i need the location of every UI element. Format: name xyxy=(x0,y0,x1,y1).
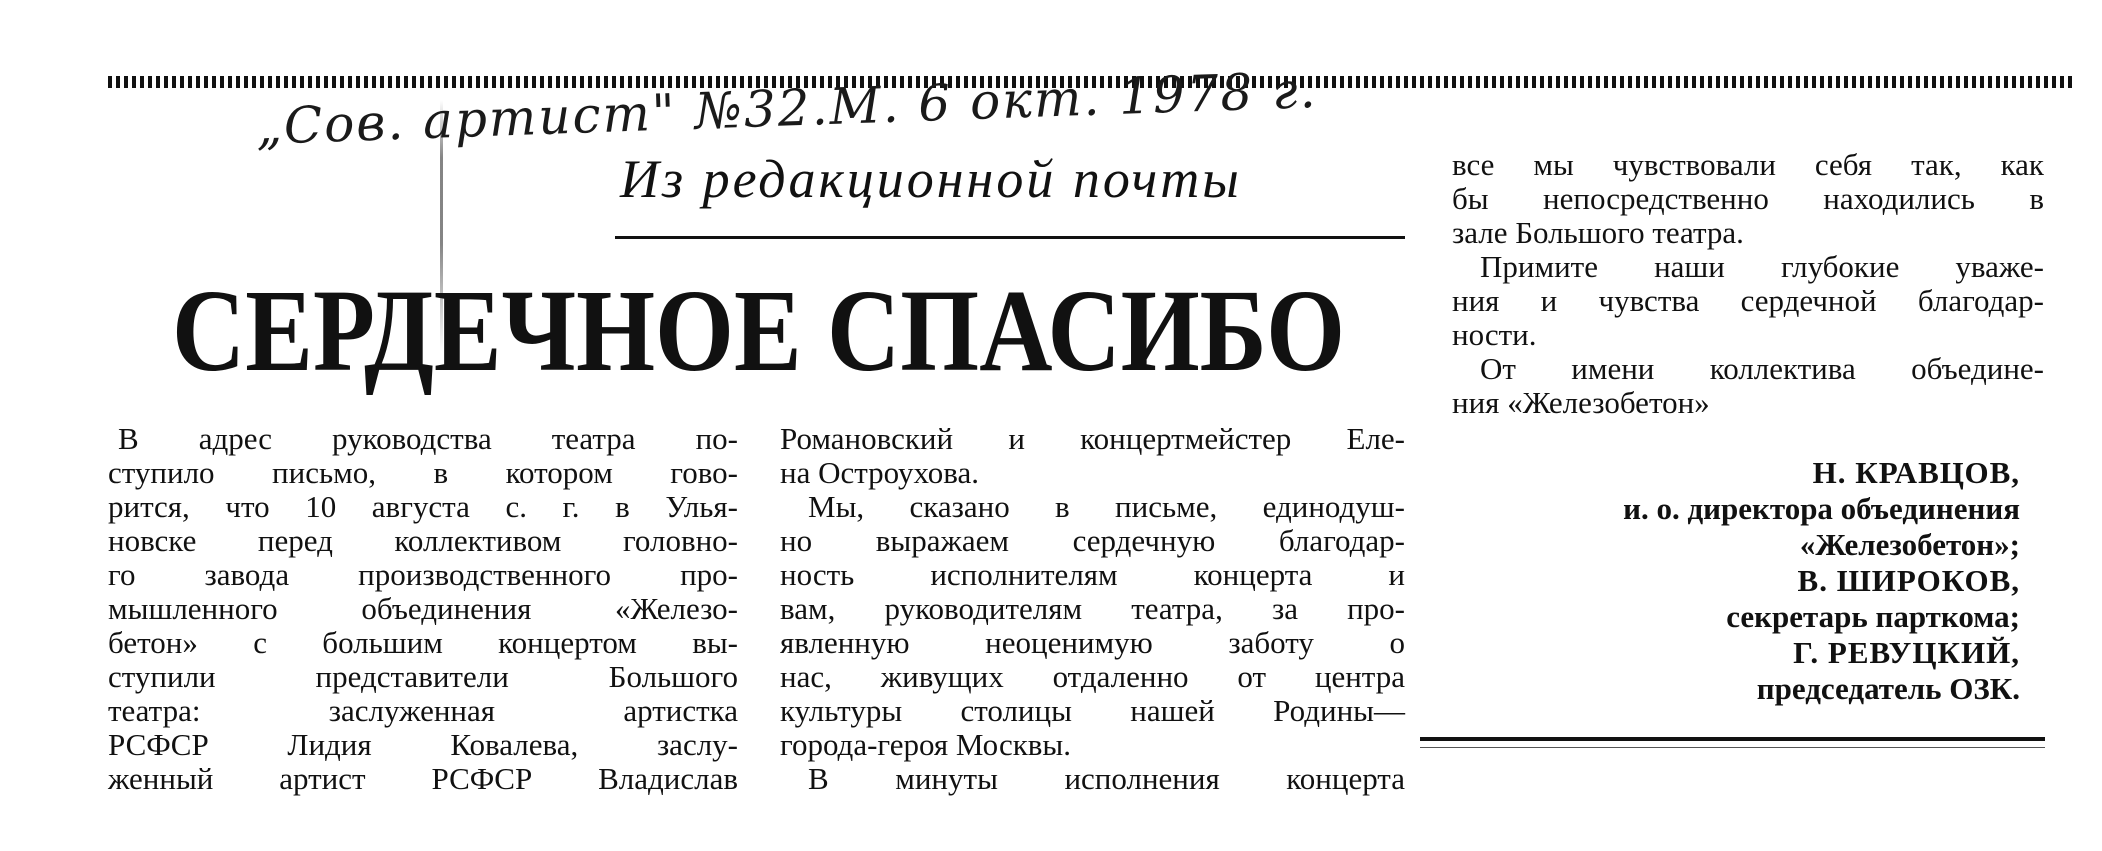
signatory-position-3: председатель ОЗК. xyxy=(1756,671,2020,706)
article-column-3 xyxy=(1452,148,2044,420)
text-line: Мы, сказано в письме, единодуш- xyxy=(808,489,1405,524)
text-line: ности. xyxy=(1452,317,1537,352)
text-line: ступило письмо, в котором гово- xyxy=(108,455,738,490)
text-line: Романовский и концертмейстер Еле- xyxy=(780,421,1405,456)
text-line: Примите наши глубокие уваже- xyxy=(1480,249,2044,284)
signatory-position-1b: «Железобетон»; xyxy=(1799,527,2020,562)
signatory-position-2: секретарь парткома; xyxy=(1726,599,2020,634)
text-line: мышленного объединения «Железо- xyxy=(108,591,738,626)
signatory-position-1a: и. о. директора объединения xyxy=(1623,491,2020,526)
rubric-title: Из редакционной почты xyxy=(620,149,1242,209)
article-column-2 xyxy=(780,422,1405,796)
text-line: ность исполнителям концерта и xyxy=(780,557,1405,592)
closing-rule xyxy=(1420,737,2045,741)
text-line: РСФСР Лидия Ковалева, заслу- xyxy=(108,727,738,762)
article-headline: СЕРДЕЧНОЕ СПАСИБО xyxy=(172,265,1346,396)
text-line: но выражаем сердечную благодар- xyxy=(780,523,1405,558)
text-line: ступили представители Большого xyxy=(108,659,738,694)
text-line: зале Большого театра. xyxy=(1452,215,1744,250)
text-line: В минуты исполнения концерта xyxy=(808,761,1405,796)
text-line: культуры столицы нашей Родины— xyxy=(780,693,1405,728)
text-line: города-героя Москвы. xyxy=(780,727,1071,762)
text-line: театра: заслуженная артистка xyxy=(108,693,738,728)
article-column-1 xyxy=(108,422,738,796)
text-line: ния и чувства сердечной благодар- xyxy=(1452,283,2044,318)
text-line: В адрес руководства театра по- xyxy=(118,421,738,456)
rubric-underline xyxy=(615,236,1405,239)
text-line: женный артист РСФСР Владислав xyxy=(108,761,738,796)
text-line: го завода производственного про- xyxy=(108,557,738,592)
signatory-name-3: Г. РЕВУЦКИЙ, xyxy=(1793,635,2020,670)
text-line: нас, живущих отдаленно от центра xyxy=(780,659,1405,694)
text-line: все мы чувствовали себя так, как xyxy=(1452,147,2044,182)
signatory-name-2: В. ШИРОКОВ, xyxy=(1797,563,2020,598)
handwritten-source-note: „Сов. артист" №32.М. 6 окт. 1978 г. xyxy=(255,60,1319,156)
text-line: бы непосредственно находились в xyxy=(1452,181,2044,216)
text-line: От имени коллектива объедине- xyxy=(1480,351,2044,386)
text-line: рится, что 10 августа с. г. в Улья- xyxy=(108,489,738,524)
closing-rule-thin xyxy=(1420,747,2045,748)
text-line: ния «Железобетон» xyxy=(1452,385,1710,420)
text-line: на Остроухова. xyxy=(780,455,980,490)
text-line: вам, руководителям театра, за про- xyxy=(780,591,1405,626)
text-line: явленную неоценимую заботу о xyxy=(780,625,1405,660)
text-line: бетон» с большим концертом вы- xyxy=(108,625,738,660)
signatory-name-1: Н. КРАВЦОВ, xyxy=(1812,455,2020,490)
text-line: новске перед коллективом головно- xyxy=(108,523,738,558)
